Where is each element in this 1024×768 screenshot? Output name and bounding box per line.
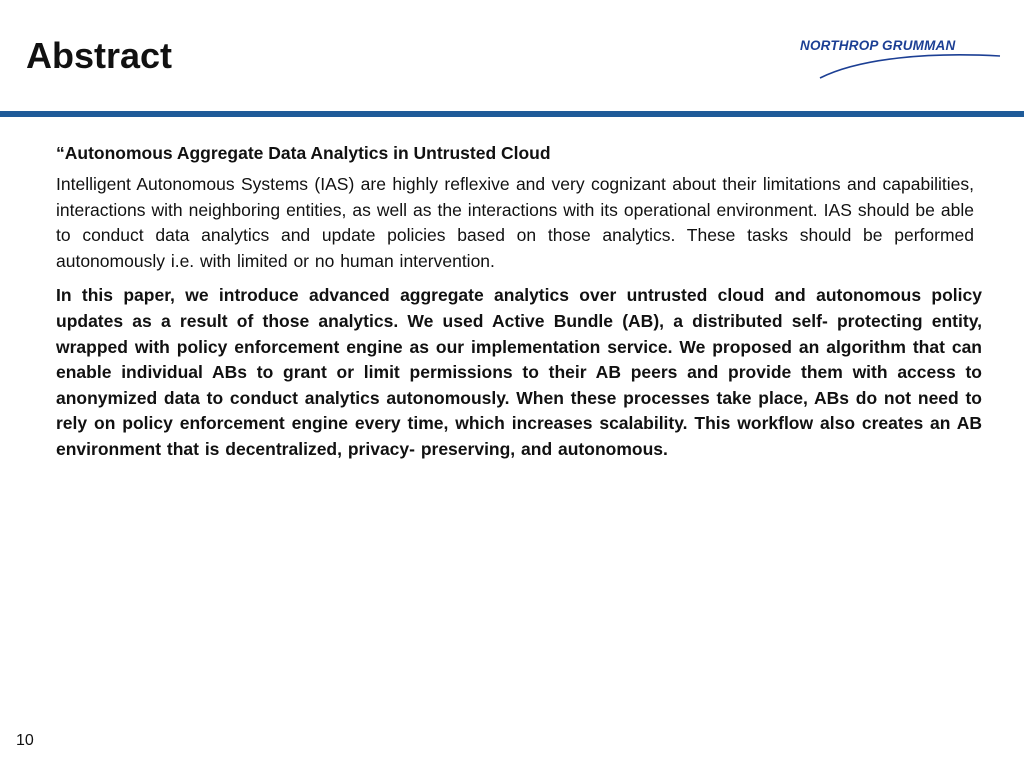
abstract-subtitle: “Autonomous Aggregate Data Analytics in Untrusted Cloud	[56, 143, 551, 163]
slide-title: Abstract	[26, 35, 173, 76]
abstract-paragraph-2: In this paper, we introduce advanced aggregate analytics over untrusted cloud and autonomous policy updates as a result of those analytics. We used Active Bundle (AB), a distributed self- protecting entity, wrapped with policy enforcement engine as our implementation service. We proposed an algorithm that can enable individual ABs to grant or limit permissions to their AB peers and provide them with access to anonymized data to conduct analytics autonomously. When these processes take place, ABs do not need to rely on policy enforcement engine every time, which increases scalability. This workflow also creates an AB environment that is decentralized, privacy- preserving, and autonomous.	[56, 285, 982, 459]
logo-text: NORTHROP GRUMMAN	[800, 38, 956, 53]
abstract-paragraph-1: Intelligent Autonomous Systems (IAS) are highly reflexive and very cognizant about their limitations and capabilities, interactions with neighboring entities, as well as the interactions with its operational environment. IAS should be able to conduct data analytics and update policies based on those analytics. These tasks should be performed autonomously i.e. with limited or no human intervention.	[56, 174, 974, 271]
page-number: 10	[16, 732, 34, 749]
northrop-grumman-logo	[790, 30, 1005, 86]
header-rule	[0, 111, 1024, 117]
abstract-body	[56, 142, 986, 463]
